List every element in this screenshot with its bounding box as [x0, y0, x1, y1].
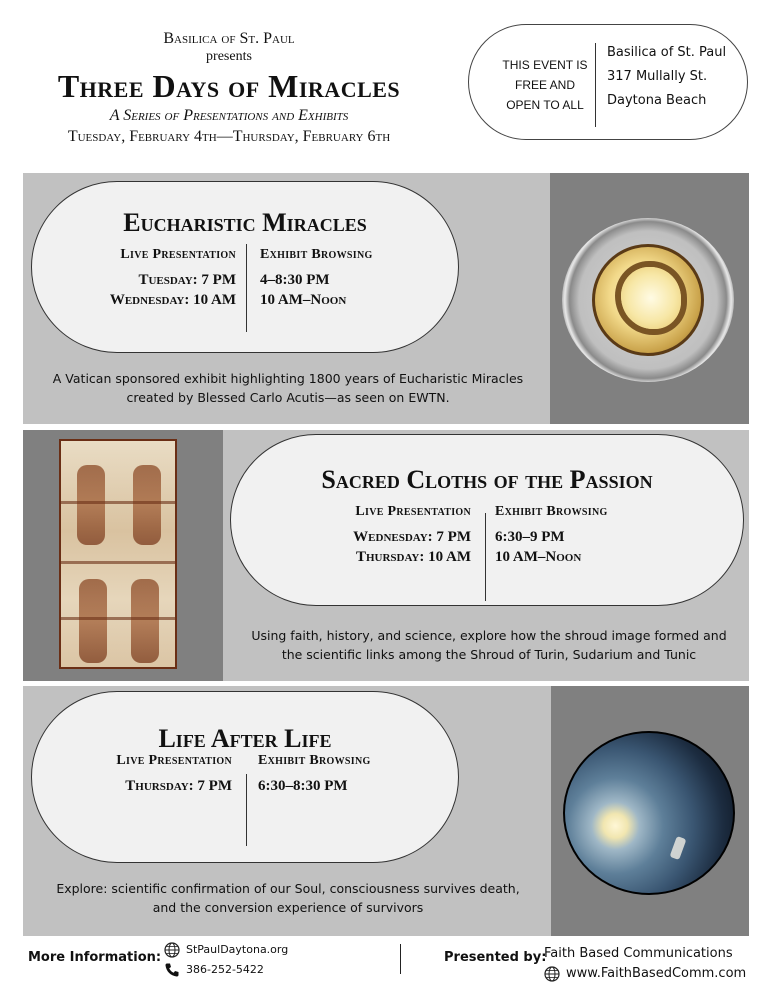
column-divider — [246, 774, 247, 846]
column-divider — [246, 244, 247, 332]
event-title: Three Days of Miracles — [57, 68, 401, 104]
section-sacred-cloths — [23, 430, 749, 681]
contact-info — [164, 940, 288, 980]
live-presentation-label: Live Presentation — [116, 753, 232, 768]
live-presentation-label: Live Presentation — [120, 247, 236, 262]
more-information-label: More Information: — [28, 950, 162, 965]
live-presentation-column — [66, 246, 236, 310]
image-panel — [23, 430, 223, 681]
event-subtitle: A Series of Presentations and Exhibits — [109, 107, 349, 124]
exhibit-browsing-column — [260, 246, 430, 310]
schedule-card — [31, 691, 459, 863]
schedule-card — [31, 181, 459, 353]
live-time: Wednesday: 10 AM — [109, 292, 236, 308]
exhibit-time: 6:30–8:30 PM — [258, 778, 348, 794]
section-title: Sacred Cloths of the Passion — [321, 465, 653, 494]
exhibit-time: 10 AM–Noon — [260, 292, 347, 308]
live-time: Wednesday: 7 PM — [353, 529, 471, 545]
event-info-box — [468, 24, 748, 140]
live-time: Tuesday: 7 PM — [138, 272, 236, 288]
free-event-notice: THIS EVENT IS FREE AND OPEN TO ALL — [502, 58, 588, 112]
presented-by-label: Presented by: — [444, 950, 547, 965]
globe-icon — [544, 966, 560, 982]
section-eucharistic-miracles — [23, 173, 749, 424]
column-divider — [485, 513, 486, 601]
live-presentation-label: Live Presentation — [355, 504, 471, 519]
schedule-card — [230, 434, 744, 606]
live-presentation-column — [62, 752, 232, 796]
shroud-of-turin-image — [59, 439, 177, 669]
live-time: Thursday: 7 PM — [125, 778, 232, 794]
company-name: Faith Based Communications — [544, 946, 733, 961]
section-title: Life After Life — [158, 724, 332, 753]
image-panel — [550, 173, 749, 424]
presents-text: presents — [206, 49, 252, 64]
section-description: Explore: scientific confirmation of our Soul, consciousness survives death, and the conversion experience of survivors — [56, 881, 520, 915]
exhibit-time: 10 AM–Noon — [495, 549, 582, 565]
section-life-after-life — [23, 686, 749, 936]
exhibit-time: 6:30–9 PM — [495, 529, 565, 545]
globe-icon — [164, 942, 180, 958]
company-website-link[interactable]: www.FaithBasedComm.com — [566, 966, 747, 981]
host-image — [592, 244, 704, 356]
section-title: Eucharistic Miracles — [123, 208, 367, 237]
event-dates: Tuesday, February 4th—Thursday, February 6th — [67, 128, 391, 145]
divider — [400, 944, 401, 974]
exhibit-browsing-label: Exhibit Browsing — [260, 247, 373, 262]
presenter-info — [544, 944, 746, 984]
live-time: Thursday: 10 AM — [355, 549, 471, 565]
exhibit-time: 4–8:30 PM — [260, 272, 330, 288]
eucharistic-miracle-image — [562, 218, 734, 382]
event-header — [22, 30, 436, 148]
live-presentation-column — [281, 503, 471, 567]
exhibit-browsing-column — [495, 503, 685, 567]
tunnel-of-light-image — [563, 731, 735, 895]
exhibit-browsing-label: Exhibit Browsing — [258, 753, 371, 768]
website-link[interactable]: StPaulDaytona.org — [186, 943, 289, 956]
image-panel — [551, 686, 749, 936]
divider — [595, 43, 596, 127]
venue-address: Basilica of St. Paul 317 Mullally St. Daytona Beach — [607, 45, 727, 108]
host-organization: Basilica of St. Paul — [163, 30, 295, 47]
exhibit-browsing-column — [258, 752, 428, 796]
phone-icon — [164, 962, 180, 978]
section-description: A Vatican sponsored exhibit highlighting 1800 years of Eucharistic Miracles created by Blessed Carlo Acutis—as seen on EWTN. — [52, 371, 524, 405]
footer — [0, 938, 772, 1000]
exhibit-browsing-label: Exhibit Browsing — [495, 504, 608, 519]
phone-number[interactable]: 386-252-5422 — [186, 963, 264, 976]
section-description: Using faith, history, and science, explore how the shroud image formed and the scientific links among the Shroud of Turin, Sudarium and Tunic — [251, 628, 727, 662]
